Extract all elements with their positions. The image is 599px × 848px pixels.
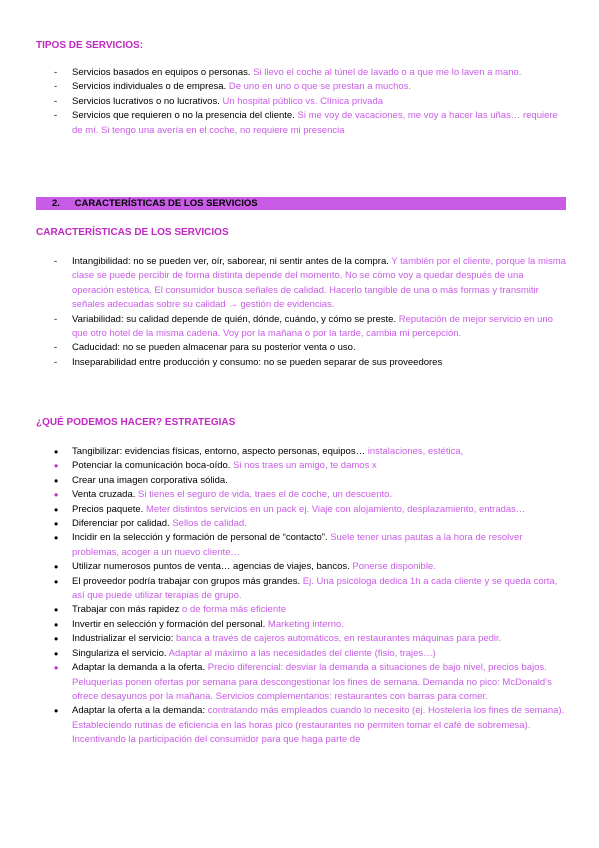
list-item [54,531,566,560]
banner-number: 2. [52,198,60,209]
item-main-text: Servicios individuales o de empresa. [72,81,227,93]
list-item [54,66,566,80]
item-main-text: Utilizar numerosos puntos de venta… agencias de viajes, bancos. [72,561,350,573]
bullet-marker [54,95,68,109]
list-item [54,488,566,502]
list-item [54,255,566,313]
item-main-text: Inseparabilidad entre producción y consumo: no se pueden separar de sus proveedores [72,356,443,368]
item-main-text: Intangibilidad: no se pueden ver, oír, saborear, ni sentir antes de la compra. [72,256,389,267]
bullet-marker [54,66,68,80]
item-main-text: Diferenciar por calidad. [72,518,170,530]
item-note-text: De uno en uno o que se prestan a muchos. [228,81,412,93]
list-item [54,575,566,604]
item-note-text: Ponerse disponible. [352,561,436,573]
bullet-marker [54,255,68,269]
item-main-text: El proveedor podría trabajar con grupos más grandes. [72,575,301,587]
bullet-marker [54,80,68,94]
list-item [54,503,566,517]
item-note-text: banca a través de cajeros automáticos, en restaurantes máquinas para pedir. [176,633,502,645]
list-item [54,647,566,661]
item-note-text: Si nos traes un amigo, te damos x [233,460,377,472]
list-item [54,618,566,632]
bullet-marker [54,661,68,677]
list-item [54,109,566,138]
item-note-text: Ej. Una psicóloga dedica 1h a cada cliente y se queda corta, así que puede utilizar terapias de grupo. [72,575,558,602]
list-item [54,80,566,94]
list-item [54,95,566,109]
item-note-text: Si me voy de vacaciones, me voy a hacer las uñas… requiere de mí. Si tengo una avería en el coche, no requiere mi presencia [72,110,558,136]
item-note-text: Sellos de calidad. [172,518,247,530]
item-note-text: Precio diferencial: desviar la demanda a situaciones de bajo nivel, precios bajos. Peluquerías ponen ofertas por semana para descongestionar los fines de semana. Demanda no pico: McDonald’s ofrece desayunos por la mañana. Servicios complementarios: restaurantes con barras para comer. [72,662,552,702]
list-item [54,459,566,473]
section-title-caracteristicas: CARACTERÍSTICAS DE LOS SERVICIOS [36,227,229,238]
list-caracteristicas [54,255,566,370]
section-title-estrategias: ¿QUÉ PODEMOS HACER? ESTRATEGIAS [36,417,236,428]
item-note-text: Marketing interno. [267,618,344,630]
item-note-text: Reputación de mejor servicio en uno que otro hotel de la misma cadena. Voy por la mañana o por la tarde, cambia mi percepción. [72,313,553,340]
banner-text: CARACTERÍSTICAS DE LOS SERVICIOS [74,198,258,209]
item-main-text: Tangibilizar: evidencias físicas, entorno, aspecto personas, equipos… [72,446,366,457]
item-note-text: Meter distintos servicios en un pack ej. Viaje con alojamiento, desplazamiento, entradas… [145,503,526,515]
list-item [54,356,566,370]
item-main-text: Adaptar la oferta a la demanda: [72,705,206,717]
item-main-text: Caducidad: no se pueden almacenar para su posterior venta o uso. [72,342,356,354]
bullet-marker [54,356,68,370]
item-main-text: Potenciar la comunicación boca-oído. [72,460,231,472]
item-note-text: Un hospital público vs. Clínica privada [222,95,384,107]
item-main-text: Crear una imagen corporativa sólida. [72,474,228,486]
item-main-text: Adaptar la demanda a la oferta. [72,662,206,674]
section-banner [36,197,566,210]
item-note-text: Si tienes el seguro de vida, traes el de coche, un descuento. [138,489,393,501]
bullet-marker [54,341,68,355]
list-item [54,341,566,355]
item-main-text: Servicios basados en equipos o personas. [72,67,251,78]
section-title-tipos: TIPOS DE SERVICIOS: [36,40,144,51]
bullet-marker [54,109,68,123]
bullet-marker [54,704,68,720]
item-main-text: Precios paquete. [72,503,144,515]
item-main-text: Incidir en la selección y formación de personal de “contacto”. [72,532,328,544]
item-note-text: Y también por el cliente, porque la misma clase se puede percibir de forma distinta depende del momento. No se cómo voy a quedar después de una operación estética. El consumidor busca señales de calidad. Hacerlo tangible de una o más formas y transmitir señales adecuadas sobre su calidad → gestión de evidencias. [72,256,566,311]
item-main-text: Industrializar el servicio: [72,633,174,645]
item-note-text: o de forma más eficiente [182,604,287,616]
item-main-text: Invertir en selección y formación del personal. [72,618,266,630]
list-estrategias [54,445,566,748]
item-main-text: Trabajar con más rapidez [72,604,180,616]
list-item [54,632,566,646]
item-main-text: Servicios lucrativos o no lucrativos. [72,95,220,107]
item-main-text: Variabilidad: su calidad depende de quién, dónde, cuándo, y cómo se preste. [72,313,397,325]
list-item [54,517,566,531]
list-item [54,445,566,459]
item-note-text: Adaptar al máximo a las necesidades del cliente (fisio, trajes…) [168,647,436,659]
list-item [54,474,566,488]
list-item [54,661,566,704]
item-note-text: instalaciones, estética, [367,446,464,457]
item-note-text: Suele tener unas pautas a la hora de resolver problemas, acoger a un nuevo cliente… [72,532,523,558]
bullet-marker [54,575,68,591]
bullet-marker [54,531,68,547]
list-item [54,313,566,342]
item-main-text: Servicios que requieren o no la presencia del cliente. [72,110,295,122]
list-item [54,603,566,617]
item-note-text: contratando más empleados cuando lo necesito (ej. Hostelería los fines de semana). Estableciendo rutinas de eficiencia en las horas pico (restaurantes no permiten tomar el café de sobremesa). Incentivando la participación del consumidor para que haga parte de [72,705,565,746]
bullet-marker [54,313,68,327]
item-main-text: Venta cruzada. [72,489,136,501]
list-item [54,704,566,747]
item-note-text: Si llevo el coche al túnel de lavado o a que me lo laven a mano. [253,67,522,78]
list-item [54,560,566,574]
item-main-text: Singulariza el servicio. [72,647,167,659]
list-tipos [54,66,566,138]
